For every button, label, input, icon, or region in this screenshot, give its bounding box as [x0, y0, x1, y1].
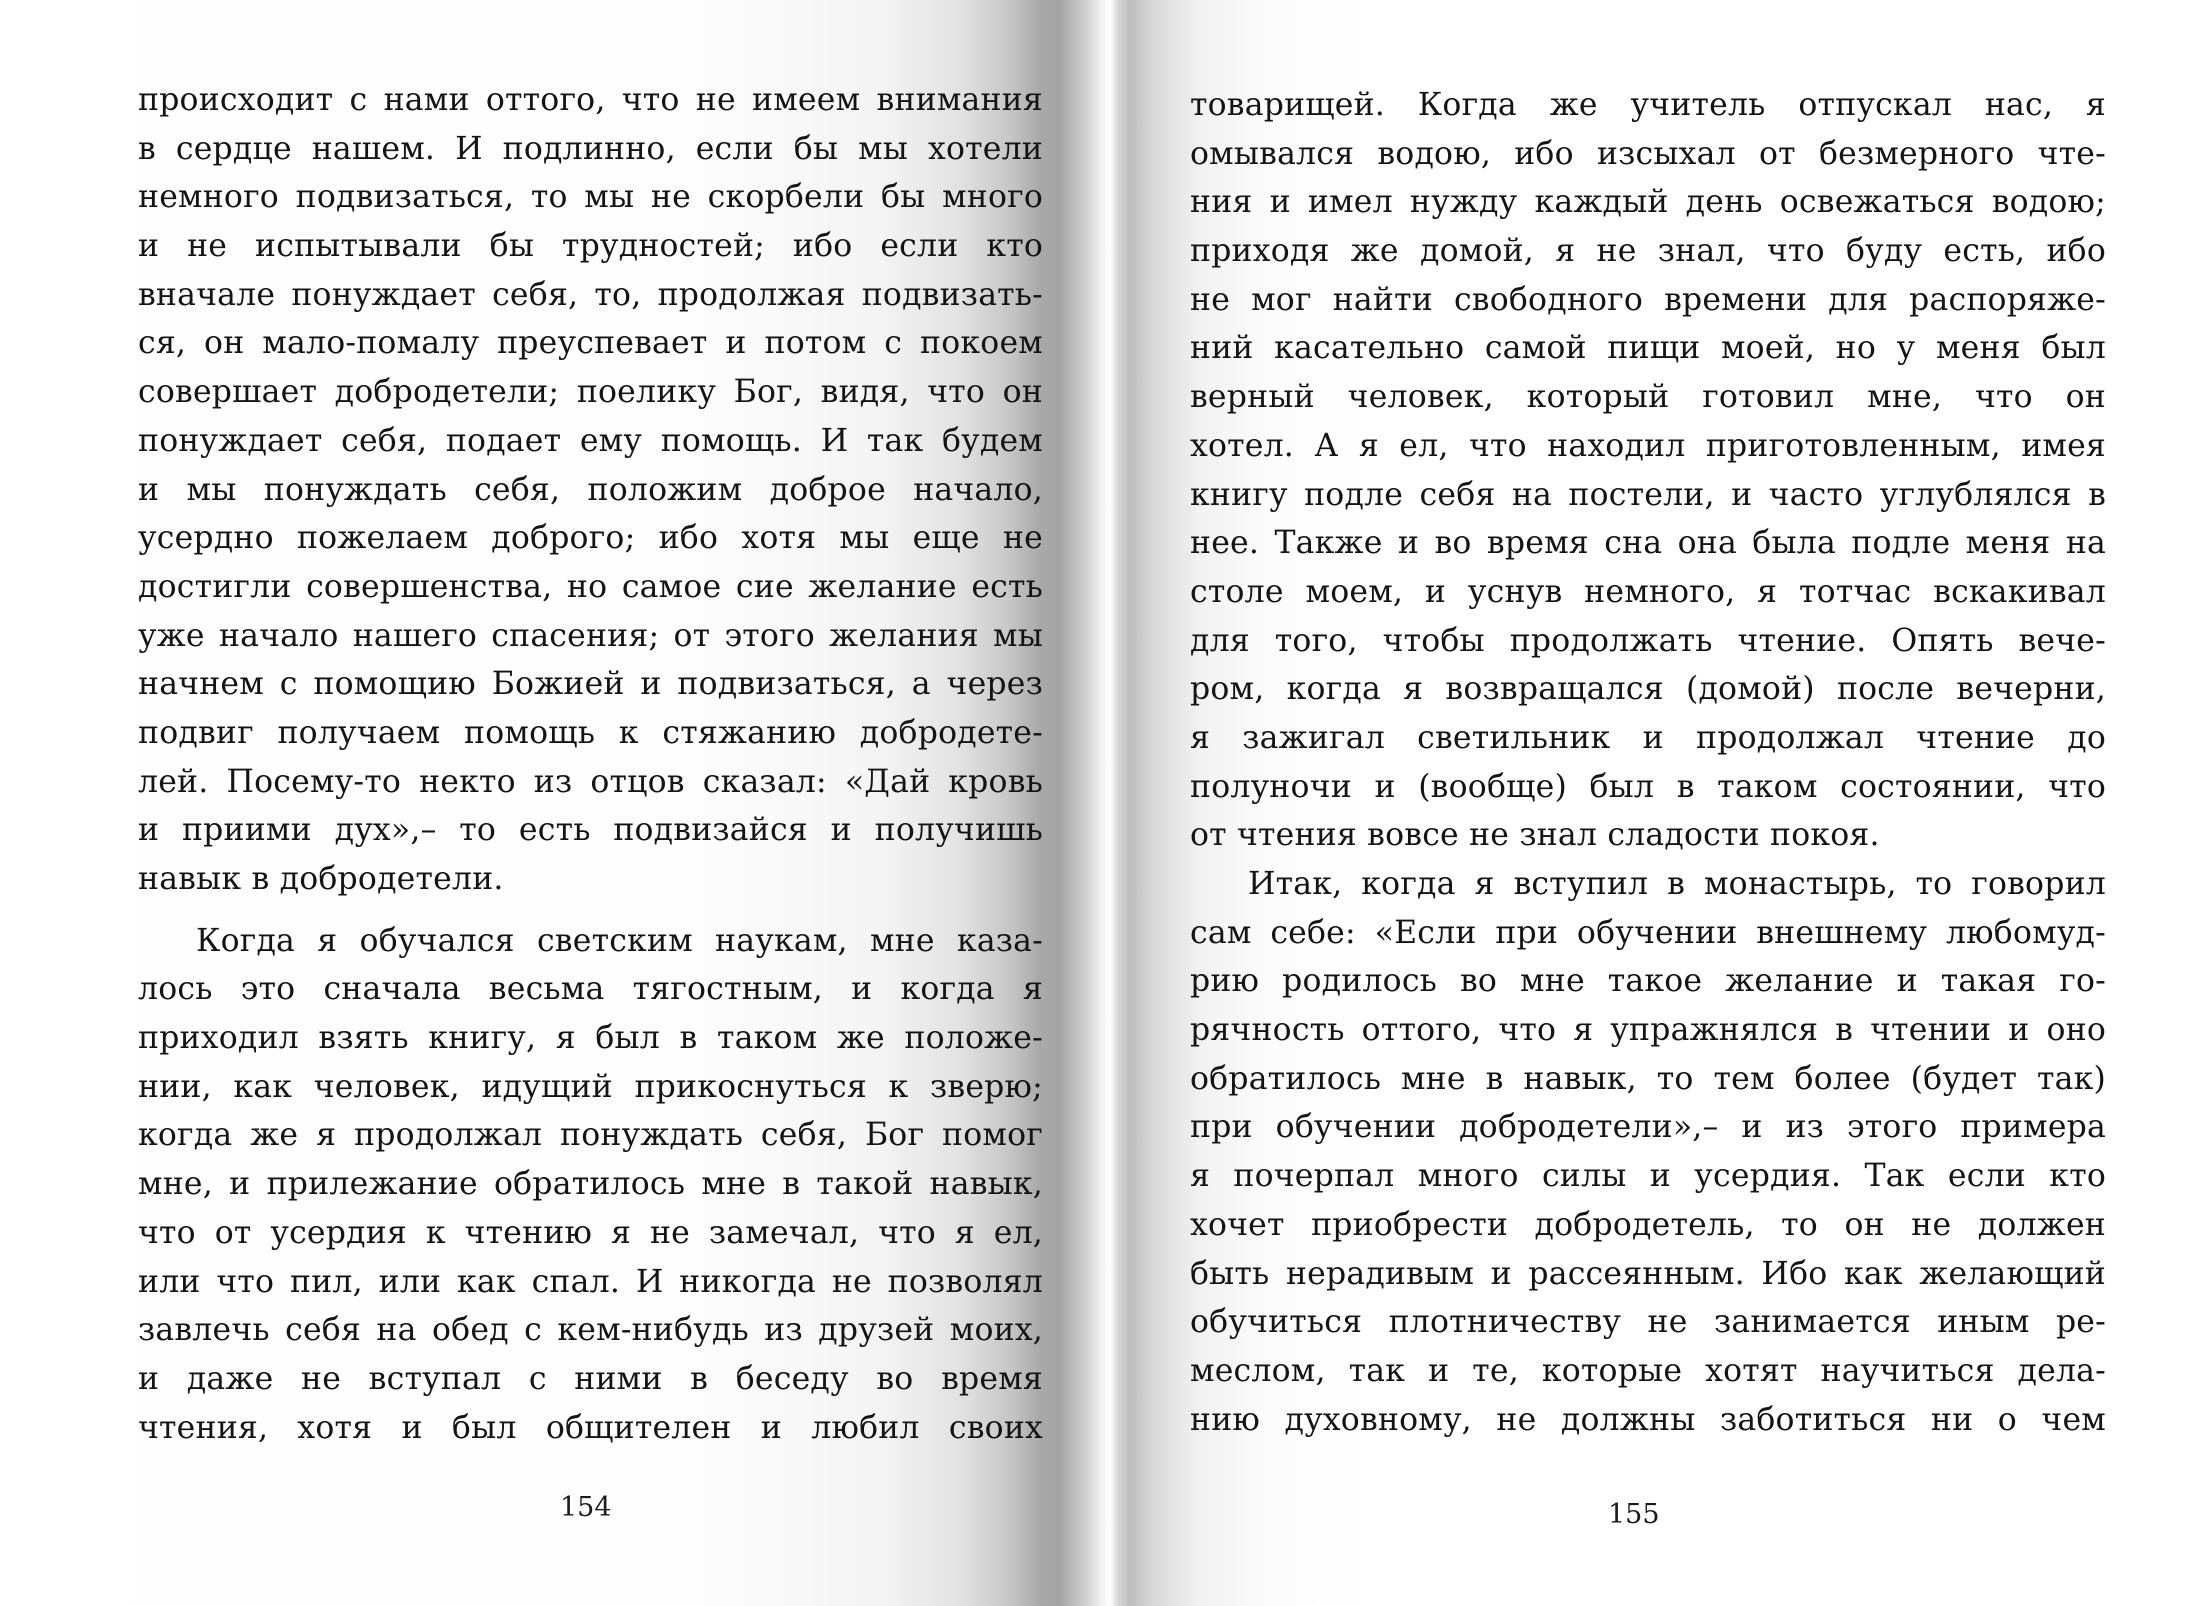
text-line: нее. Также и во время сна она была подле меня на [1190, 525, 2106, 562]
text-line: ний касательно самой пищи моей, но у меня был [1190, 330, 2106, 367]
text-line: меслом, так и те, которые хотят научиться дела- [1190, 1352, 2106, 1389]
text-line: или что пил, или как спал. И никогда не позволял [138, 1263, 1043, 1300]
text-line: что от усердия к чтению я не замечал, что я ел, [138, 1214, 1043, 1251]
text-line: сам себе: «Если при обучении внешнему любомуд- [1190, 914, 2106, 951]
text-line: совершает добродетели; поелику Бог, видя, что он [138, 374, 1043, 411]
text-line: рию родилось во мне такое желание и такая го- [1190, 963, 2106, 1000]
text-line: мне, и прилежание обратилось мне в такой навык, [138, 1166, 1043, 1203]
text-line: хотел. А я ел, что находил приготовленным, имея [1190, 427, 2106, 464]
text-line: верный человек, который готовил мне, что он [1190, 379, 2106, 416]
text-line: начнем с помощию Божией и подвизаться, а через [138, 666, 1043, 703]
text-line: и даже не вступал с ними в беседу во время [138, 1360, 1043, 1397]
text-line: лей. Посему-то некто из отцов сказал: «Дай кровь [138, 763, 1043, 800]
text-line: обучиться плотничеству не занимается иным ре- [1190, 1304, 2106, 1341]
text-line: от чтения вовсе не знал сладости покоя. [1190, 817, 1880, 854]
text-line: быть нерадивым и рассеянным. Ибо как желающий [1190, 1255, 2106, 1292]
text-line: и мы понуждать себя, положим доброе начало, [138, 471, 1043, 508]
text-line: понуждает себя, подает ему помощь. И так будем [138, 422, 1043, 459]
right-page-text [1190, 81, 2106, 1444]
text-line: в сердце нашем. И подлинно, если бы мы хотели [138, 130, 1043, 167]
text-line: чтения, хотя и был общителен и любил своих [138, 1409, 1043, 1446]
text-line: нию духовному, не должны заботиться ни о чем [1190, 1401, 2106, 1438]
left-page-text [138, 76, 1043, 1452]
text-line: происходит с нами оттого, что не имеем внимания [138, 82, 1043, 118]
text-line: завлечь себя на обед с кем-нибудь из друзей моих, [138, 1312, 1043, 1349]
text-line: лось это сначала весьма тягостным, и когда я [138, 971, 1043, 1008]
text-line: хочет приобрести добродетель, то он не должен [1190, 1206, 2106, 1243]
text-line: столе моем, и уснув немного, я тотчас вскакивал [1190, 573, 2106, 610]
paragraph-start-line: Итак, когда я вступил в монастырь, то говорил [1248, 866, 2106, 902]
text-line: и приими дух»,– то есть подвизайся и получишь [138, 812, 1043, 849]
text-line: приходил взять книгу, я был в таком же положе- [138, 1020, 1043, 1057]
text-line: немного подвизаться, то мы не скорбели бы много [138, 179, 1043, 216]
text-line: ром, когда я возвращался (домой) после вечерни, [1190, 671, 2106, 708]
text-line: полуночи и (вообще) был в таком состоянии, что [1190, 768, 2106, 805]
text-line: подвиг получаем помощь к стяжанию добродете- [138, 714, 1043, 751]
text-line: достигли совершенства, но самое сие желание есть [138, 568, 1043, 605]
text-line: рячность оттого, что я упражнялся в чтении и оно [1190, 1012, 2106, 1049]
text-line: вначале понуждает себя, то, продолжая подвизать- [138, 276, 1043, 313]
text-line: при обучении добродетели»,– и из этого примера [1190, 1109, 2106, 1146]
paragraph-start-line: Когда я обучался светским наукам, мне каза- [196, 922, 1043, 959]
text-line: и не испытывали бы трудностей; ибо если кто [138, 228, 1043, 265]
text-line: книгу подле себя на постели, и часто углублялся в [1190, 476, 2106, 513]
text-line: усердно пожелаем доброго; ибо хотя мы еще не [138, 520, 1043, 557]
text-line: уже начало нашего спасения; от этого желания мы [138, 617, 1043, 654]
text-line: навык в добродетели. [138, 861, 504, 897]
text-line: товарищей. Когда же учитель отпускал нас, я [1190, 87, 2106, 123]
page-number-right: 155 [1608, 1499, 1660, 1530]
text-line: приходя же домой, я не знал, что буду есть, ибо [1190, 233, 2106, 270]
text-line: обратилось мне в навык, то тем более (будет так) [1190, 1060, 2106, 1097]
text-line: омывался водою, ибо изсыхал от безмерного чте- [1190, 135, 2106, 172]
text-line: я зажигал светильник и продолжал чтение до [1190, 719, 2106, 756]
text-line: нии, как человек, идущий прикоснуться к зверю; [138, 1068, 1043, 1105]
text-line: для того, чтобы продолжать чтение. Опять вече- [1190, 622, 2106, 659]
right-page [1110, 0, 2200, 1606]
page-number-left: 154 [560, 1492, 612, 1523]
text-line: ния и имел нужду каждый день освежаться водою; [1190, 184, 2106, 221]
text-line: не мог найти свободного времени для распоряже- [1190, 281, 2106, 318]
text-line: когда же я продолжал понуждать себя, Бог помог [138, 1117, 1043, 1154]
text-line: ся, он мало-помалу преуспевает и потом с покоем [138, 325, 1043, 362]
text-line: я почерпал много силы и усердия. Так если кто [1190, 1158, 2106, 1195]
